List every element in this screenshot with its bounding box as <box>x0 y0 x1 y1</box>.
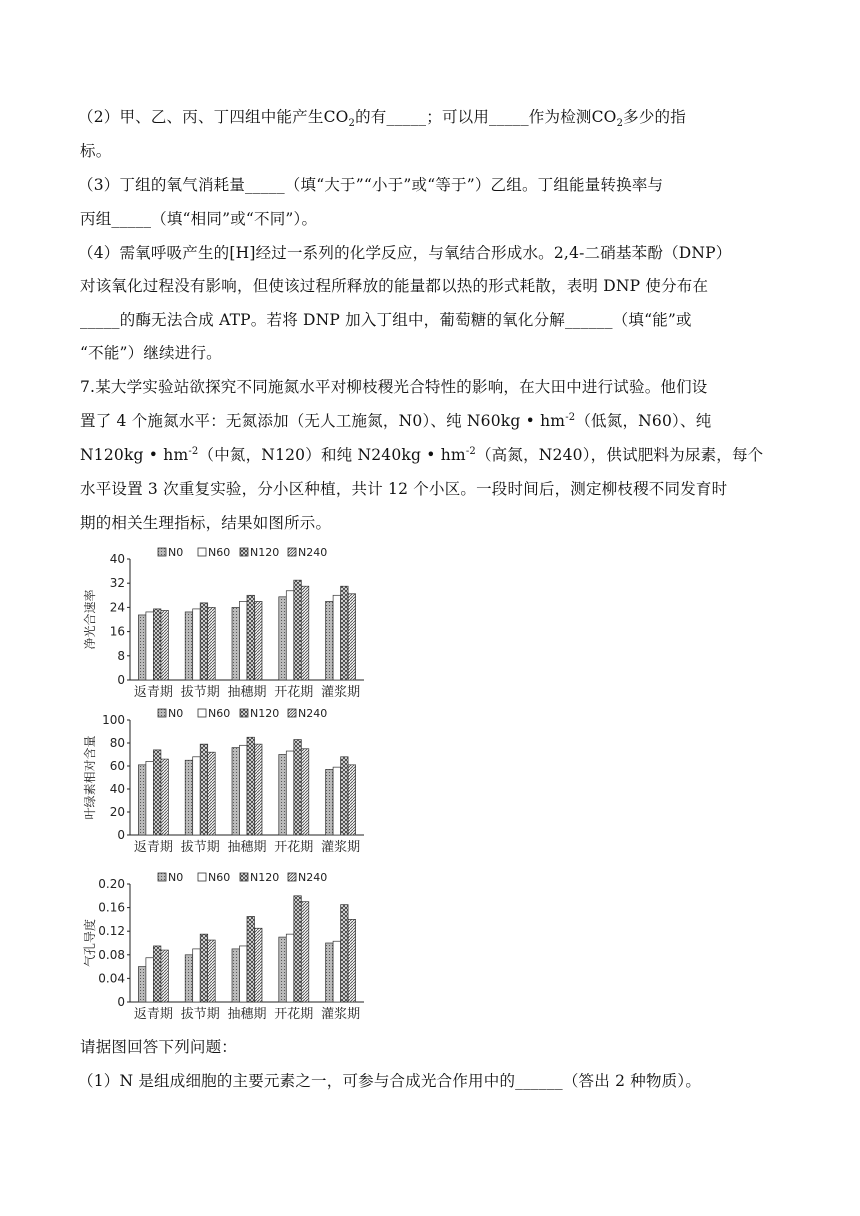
y-tick-label: 0 <box>117 828 125 842</box>
legend-swatch <box>158 548 166 556</box>
bar <box>286 934 294 1002</box>
y-tick-label: 0 <box>117 995 125 1009</box>
bar <box>247 737 255 835</box>
bar <box>232 748 240 835</box>
bar <box>185 760 193 835</box>
legend-label: N0 <box>168 707 184 720</box>
q4-line1: （4）需氧呼吸产生的[H]经过一系列的化学反应，与氧结合形成水。2,4-二硝基苯酚（DNP） <box>78 244 732 262</box>
bar <box>279 755 287 836</box>
bar <box>153 609 161 680</box>
chart-svg-3 <box>80 870 370 1025</box>
legend-swatch <box>240 548 248 556</box>
y-tick-label: 0.08 <box>98 947 125 962</box>
q7-line4: 水平设置 3 次重复实验，分小区种植，共计 12 个小区。一段时间后，测定柳枝稷不同发育时 <box>80 480 728 498</box>
bar <box>247 595 255 680</box>
bar <box>294 740 302 835</box>
bar <box>161 610 169 680</box>
q4-line4: “不能”）继续进行。 <box>80 344 222 362</box>
y-tick-label: 0 <box>117 673 125 687</box>
y-tick-label: 20 <box>109 805 125 819</box>
q7-line3 <box>80 445 763 465</box>
bar <box>153 946 161 1002</box>
q7-prompt: 请据图回答下列问题： <box>80 1038 238 1056</box>
bar <box>301 749 309 835</box>
y-axis-label: 净光合速率 <box>83 589 97 650</box>
y-tick-label: 80 <box>109 736 125 750</box>
y-tick-label: 40 <box>109 782 125 796</box>
y-tick-label: 40 <box>109 552 125 566</box>
legend-swatch <box>288 873 296 881</box>
bar <box>326 943 334 1002</box>
y-tick-label: 24 <box>109 600 125 615</box>
bar <box>193 757 201 835</box>
bar <box>208 940 216 1002</box>
bar <box>294 580 302 680</box>
q2-text-a: （2）甲、乙、丙、丁四组中能产生CO <box>78 108 349 126</box>
legend-swatch <box>240 873 248 881</box>
bar <box>200 744 208 835</box>
bar <box>208 607 216 680</box>
bar <box>333 941 341 1002</box>
q2-line1 <box>78 107 686 130</box>
x-tick-label: 返青期 <box>133 840 173 855</box>
bar <box>286 591 294 680</box>
q7-l3-sup2: -2 <box>465 445 476 457</box>
y-tick-label: 16 <box>109 624 125 639</box>
bar <box>333 767 341 835</box>
legend-label: N60 <box>208 707 231 720</box>
bar <box>185 612 193 680</box>
bar <box>341 905 349 1002</box>
q4-line2: 对该氧化过程没有影响，但使该过程所释放的能量都以热的形式耗散，表明 DNP 使分布在 <box>80 277 709 295</box>
legend-label: N60 <box>208 546 231 559</box>
chart-svg-2 <box>80 706 370 858</box>
x-tick-label: 抽穗期 <box>227 685 267 700</box>
bar <box>240 946 248 1002</box>
legend-label: N240 <box>298 546 328 559</box>
legend-swatch <box>240 709 248 717</box>
bar <box>348 594 356 680</box>
q7-l3c-text: （高氮，N240），供试肥料为尿素，每个 <box>475 446 764 464</box>
legend-label: N0 <box>168 546 184 559</box>
y-tick-label: 8 <box>117 648 125 663</box>
q7-l3-text: N120kg • hm <box>80 446 189 464</box>
q7-sub1: （1）N 是组成细胞的主要元素之一，可参与合成光合作用中的______（答出 2 种物质）。 <box>78 1072 702 1090</box>
q2-sub2: 2 <box>616 118 624 130</box>
x-tick-label: 拔节期 <box>180 685 220 700</box>
y-axis-label: 气孔导度 <box>83 918 97 968</box>
legend-swatch <box>288 548 296 556</box>
x-tick-label: 拔节期 <box>180 1007 220 1022</box>
bar <box>146 958 154 1002</box>
bar <box>326 601 334 680</box>
legend-label: N120 <box>250 546 280 559</box>
bar <box>326 769 334 835</box>
chart-net-photosynthesis <box>80 545 370 707</box>
x-tick-label: 灌浆期 <box>321 1007 361 1022</box>
y-tick-label: 0.20 <box>98 877 125 891</box>
bar <box>301 902 309 1002</box>
bar <box>232 607 240 680</box>
legend-swatch <box>198 873 206 881</box>
q7-l3-sup: -2 <box>188 445 199 457</box>
x-tick-label: 返青期 <box>133 1007 173 1022</box>
bar <box>294 896 302 1002</box>
q7-l2-sup: -2 <box>565 411 576 423</box>
q2-text-c: 多少的指 <box>623 108 686 126</box>
q2-text-b: 的有_____；可以用_____作为检测CO <box>355 108 617 126</box>
x-tick-label: 拔节期 <box>180 840 220 855</box>
bar <box>279 937 287 1002</box>
q3-line2: 丙组_____（填“相同”或“不同”）。 <box>80 210 318 228</box>
bar <box>146 612 154 680</box>
q2-sub1: 2 <box>348 118 356 130</box>
bar <box>333 595 341 680</box>
y-tick-label: 100 <box>102 713 125 727</box>
bar <box>240 745 248 835</box>
bar <box>208 752 216 835</box>
legend-swatch <box>288 709 296 717</box>
y-tick-label: 60 <box>109 759 125 773</box>
x-tick-label: 抽穗期 <box>227 840 267 855</box>
bar <box>153 750 161 835</box>
bar <box>138 765 146 835</box>
bar <box>247 916 255 1002</box>
q7-line2 <box>80 411 711 431</box>
bar <box>240 601 248 680</box>
x-tick-label: 开花期 <box>274 1007 314 1022</box>
y-tick-label: 32 <box>109 576 125 591</box>
chart-stomatal-conductance <box>80 870 370 1029</box>
bar <box>255 928 263 1002</box>
bar <box>200 603 208 680</box>
bar <box>341 586 349 680</box>
bar <box>279 597 287 680</box>
legend-label: N60 <box>208 871 231 884</box>
bar <box>341 757 349 835</box>
q7-line5: 期的相关生理指标，结果如图所示。 <box>80 514 332 532</box>
chart-svg-1 <box>80 545 370 703</box>
q2-line2: 标。 <box>80 142 112 160</box>
legend-label: N240 <box>298 871 328 884</box>
q7-l2-text: 置了 4 个施氮水平：无氮添加（无人工施氮，N0）、纯 N60kg • hm <box>80 412 566 430</box>
bar <box>255 601 263 680</box>
x-tick-label: 抽穗期 <box>227 1007 267 1022</box>
bar <box>138 967 146 1002</box>
q7-line1: 7.某大学实验站欲探究不同施氮水平对柳枝稷光合特性的影响，在大田中进行试验。他们设 <box>80 378 708 396</box>
q4-line3: _____的酶无法合成 ATP。若将 DNP 加入丁组中，葡萄糖的氧化分解______（填“能”或 <box>80 311 692 329</box>
bar <box>193 609 201 680</box>
bar <box>146 761 154 835</box>
bar <box>193 949 201 1002</box>
y-tick-label: 0.12 <box>98 924 125 939</box>
x-tick-label: 开花期 <box>274 840 314 855</box>
y-tick-label: 0.16 <box>98 900 125 915</box>
chart-chlorophyll <box>80 706 370 862</box>
x-tick-label: 开花期 <box>274 685 314 700</box>
x-tick-label: 灌浆期 <box>321 840 361 855</box>
y-tick-label: 0.04 <box>98 971 125 986</box>
bar <box>232 949 240 1002</box>
bar <box>185 955 193 1002</box>
bar <box>255 744 263 835</box>
legend-swatch <box>198 709 206 717</box>
bar <box>161 759 169 835</box>
bar <box>161 950 169 1002</box>
bar <box>348 919 356 1002</box>
legend-swatch <box>198 548 206 556</box>
q7-l3b-text: （中氮，N120）和纯 N240kg • hm <box>198 446 466 464</box>
q7-l2b-text: （低氮，N60）、纯 <box>575 412 712 430</box>
bar <box>138 615 146 680</box>
legend-swatch <box>158 709 166 717</box>
legend-label: N0 <box>168 871 184 884</box>
bar <box>348 765 356 835</box>
legend-label: N120 <box>250 871 280 884</box>
y-axis-label: 叶绿素相对含量 <box>83 735 97 820</box>
bar <box>200 934 208 1002</box>
bar <box>301 586 309 680</box>
legend-label: N120 <box>250 707 280 720</box>
x-tick-label: 返青期 <box>133 685 173 700</box>
legend-swatch <box>158 873 166 881</box>
legend-label: N240 <box>298 707 328 720</box>
q3-line1: （3）丁组的氧气消耗量_____（填“大于”“小于”或“等于”）乙组。丁组能量转换率与 <box>78 176 664 194</box>
x-tick-label: 灌浆期 <box>321 685 361 700</box>
bar <box>286 751 294 835</box>
